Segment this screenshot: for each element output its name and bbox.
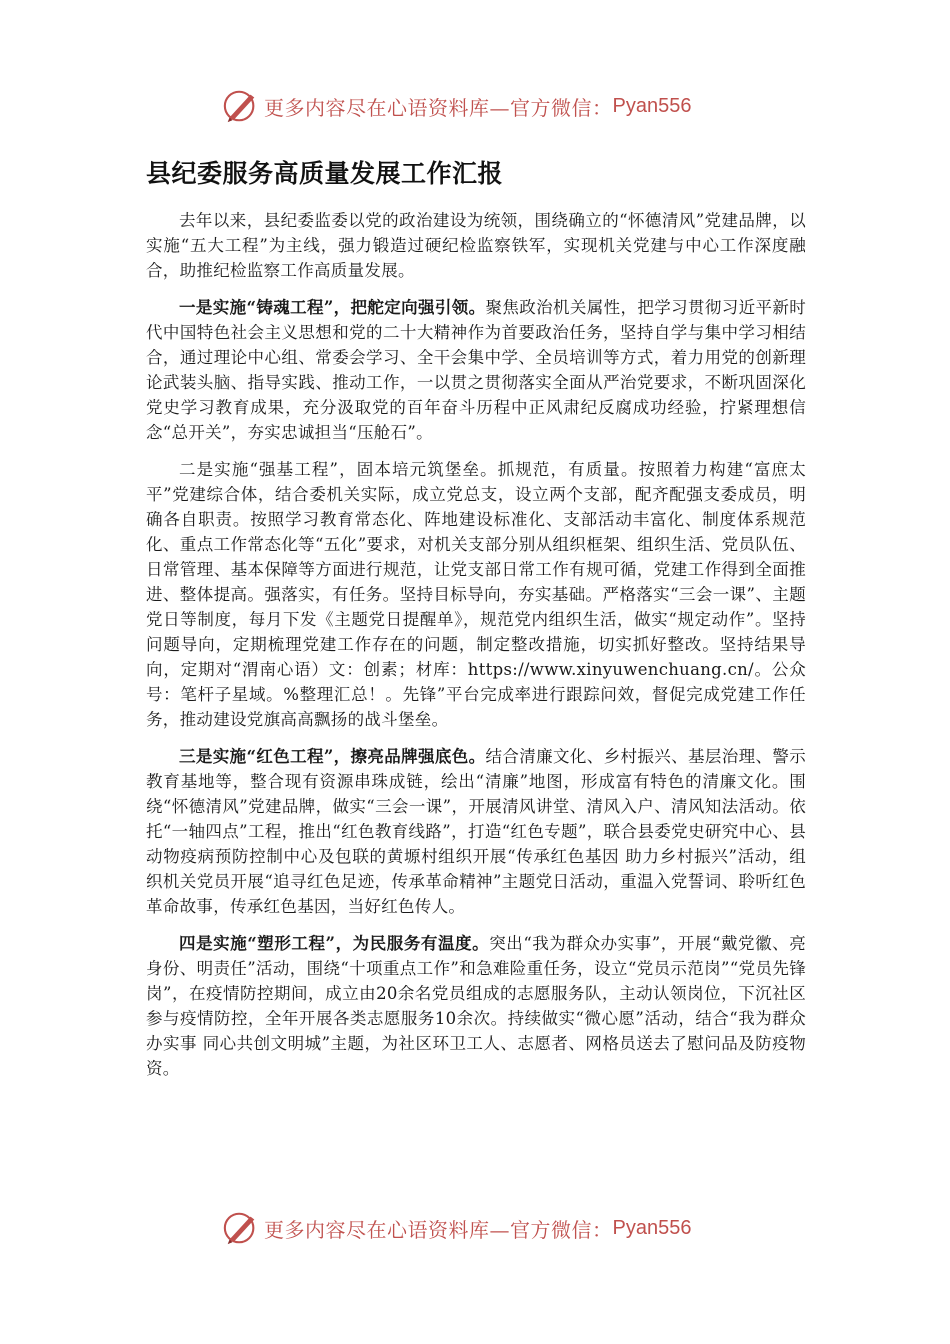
document-title: 县纪委服务高质量发展工作汇报: [146, 159, 504, 188]
banner-text: 更多内容尽在心语资料库—官方微信：: [264, 1217, 613, 1242]
paragraph-section-1: [146, 295, 806, 445]
banner-wechat-id: Pyan556: [612, 94, 692, 117]
pen-logo-icon: [222, 1209, 260, 1247]
paragraph-text: 结合清廉文化、乡村振兴、基层治理、警示教育基地等，整合现有资源串珠成链，绘出“清廉”地图，形成富有特色的清廉文化。围绕“怀德清风”党建品牌，做实“三会一课”，开展清风讲堂、清风入户、清风知法活动。依托“一轴四点”工程，推出“红色教育线路”，打造“红色专题”，联合县委党史研究中心、县动物疫病预防控制中心及包联的黄塬村组织开展“传承红色基因 助力乡村振兴”活动，组织机关党员开展“追寻红色足迹，传承革命精神”主题党日活动，重温入党誓词、聆听红色革命故事，传承红色基因，当好红色传人。: [146, 747, 807, 916]
document-body: [146, 208, 806, 1093]
paragraph-section-2: [146, 457, 806, 732]
paragraph-intro: [146, 208, 806, 283]
pen-logo-icon: [222, 87, 260, 125]
paragraph-lead: 三是实施“红色工程”，擦亮品牌强底色。: [179, 747, 486, 766]
paragraph-section-4: [146, 931, 806, 1081]
banner-wechat-id: Pyan556: [612, 1216, 692, 1239]
paragraph-text: 聚焦政治机关属性，把学习贯彻习近平新时代中国特色社会主义思想和党的二十大精神作为首要政治任务，坚持自学与集中学习相结合，通过理论中心组、常委会学习、全干会集中学、全员培训等方式，着力用党的创新理论武装头脑、指导实践、推动工作，一以贯之贯彻落实全面从严治党要求，不断巩固深化党史学习教育成果，充分汲取党的百年奋斗历程中正风肃纪反腐成功经验，拧紧理想信念“总开关”，夯实忠诚担当“压舱石”。: [146, 298, 807, 442]
paragraph-text: 二是实施“强基工程”，固本培元筑堡垒。抓规范，有质量。按照着力构建“富庶太平”党建综合体，结合委机关实际，成立党总支，设立两个支部，配齐配强支委成员，明确各自职责。按照学习教育常态化、阵地建设标准化、支部活动丰富化、制度体系规范化、重点工作常态化等“五化”要求，对机关支部分别从组织框架、组织生活、党员队伍、日常管理、基本保障等方面进行规范，让党支部日常工作有规可循，党建工作得到全面推进、整体提高。强落实，有任务。坚持目标导向，夯实基础。严格落实“三会一课”、主题党日等制度，每月下发《主题党日提醒单》，规范党内组织生活，做实“规定动作”。坚持问题导向，定期梳理党建工作存在的问题，制定整改措施，切实抓好整改。坚持结果导向，定期对“渭南心语）文：创素；材库：https://www.xinyuwenchuang.cn/。公众号：笔杆子星域。%整理汇总！。先锋”平台完成率进行跟踪问效，督促完成党建工作任务，推动建设党旗高高飘扬的战斗堡垒。: [146, 460, 806, 729]
paragraph-lead: 四是实施“塑形工程”，为民服务有温度。: [179, 934, 490, 953]
banner-text: 更多内容尽在心语资料库—官方微信：: [264, 95, 613, 120]
paragraph-text: 突出“我为群众办实事”，开展“戴党徽、亮身份、明责任”活动，围绕“十项重点工作”和急难险重任务，设立“党员示范岗”“党员先锋岗”，在疫情防控期间，成立由20余名党员组成的志愿服务队，主动认领岗位，下沉社区参与疫情防控，全年开展各类志愿服务10余次。持续做实“微心愿”活动，结合“我为群众办实事 同心共创文明城”主题，为社区环卫工人、志愿者、网格员送去了慰问品及防疫物资。: [146, 934, 806, 1078]
paragraph-section-3: [146, 744, 806, 919]
paragraph-lead: 一是实施“铸魂工程”，把舵定向强引领。: [179, 298, 486, 317]
footer-banner: [222, 1208, 691, 1248]
paragraph-text: 去年以来，县纪委监委以党的政治建设为统领，围绕确立的“怀德清风”党建品牌，以实施“五大工程”为主线，强力锻造过硬纪检监察铁军，实现机关党建与中心工作深度融合，助推纪检监察工作高质量发展。: [146, 211, 806, 280]
header-banner: [222, 86, 691, 126]
